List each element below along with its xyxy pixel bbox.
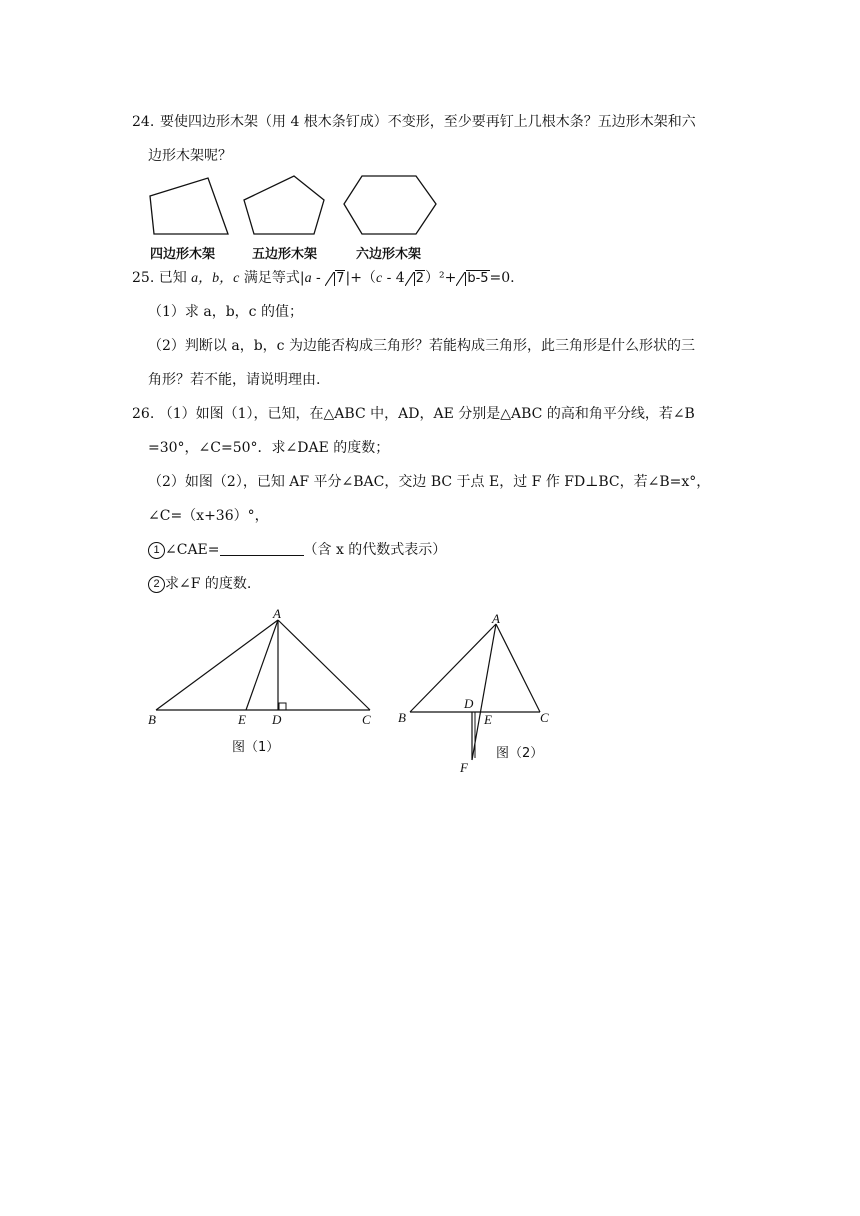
q26-part2-line1: （2）如图（2），已知 AF 平分∠BAC，交边 BC 于点 E，过 F 作 FD⊥BC，若∠B=x°，: [148, 474, 711, 490]
figure-1: [140, 606, 390, 736]
caption-pentagon: 五边形木架: [252, 247, 318, 262]
q25-part1-number: （1）: [148, 304, 185, 320]
q26-sub1: [148, 540, 446, 560]
answer-blank[interactable]: [220, 541, 304, 556]
minus-sign: -: [311, 270, 326, 286]
label-F: F: [460, 760, 468, 775]
var-a: a: [304, 271, 312, 286]
label-D: D: [272, 712, 282, 727]
sqrt-b-5: b-5: [456, 268, 489, 289]
label-C: C: [362, 712, 371, 727]
q26-sub2: [148, 574, 251, 594]
circled-two: 2: [148, 576, 165, 593]
sqrt-7: 7: [325, 268, 345, 289]
minus-four: - 4: [382, 270, 405, 286]
q24-text-line1: 要使四边形木架（用 4 根木条钉成）不变形，至少要再钉上几根木条？五边形木架和六: [160, 114, 696, 130]
q26-part1-line2: =30°，∠C=50°．求∠DAE 的度数；: [148, 440, 390, 456]
q26-number: 26.: [132, 406, 155, 422]
q26-part1-text: （1）如图（1），已知，在△ABC 中，AD，AE 分别是△ABC 的高和角平分线，若∠B: [158, 406, 695, 422]
label-C: C: [540, 710, 549, 725]
segment-AC: [278, 620, 370, 710]
q25-line: [132, 268, 515, 289]
abs-open: |: [299, 270, 305, 286]
label-A: A: [273, 606, 281, 621]
label-B: B: [398, 710, 406, 725]
right-angle-mark: [279, 703, 286, 710]
hexagon-frame: [344, 176, 436, 234]
circled-one: 1: [148, 542, 165, 559]
wooden-frames-figure: [140, 168, 450, 240]
close-square: ）²+: [424, 270, 457, 286]
segment-AE: [246, 620, 278, 710]
label-D: D: [464, 696, 474, 711]
caption-hexagon: 六边形木架: [356, 247, 422, 262]
q24-number: 24.: [132, 114, 155, 130]
q25-part2-line2: 角形？若不能，请说明理由.: [148, 372, 321, 388]
q24-text-line2: 边形木架呢？: [148, 148, 232, 164]
figure-2-caption: 图（2）: [496, 746, 544, 761]
sub2-text: 求∠F 的度数.: [165, 576, 252, 592]
quadrilateral-frame: [150, 178, 228, 234]
q25-number: 25.: [132, 270, 155, 286]
q26-part2-line2: ∠C=（x+36）°，: [148, 508, 269, 524]
caption-quadrilateral: 四边形木架: [150, 247, 216, 262]
q25-satisfy: 满足等式: [239, 270, 300, 286]
q25-part1: [148, 302, 303, 322]
segment-AC: [496, 624, 540, 712]
label-B: B: [148, 712, 156, 727]
abs-close: |: [345, 270, 351, 286]
q25-intro: 已知: [158, 270, 192, 286]
sub1-note: （含 x 的代数式表示）: [303, 542, 447, 558]
segment-AB: [156, 620, 278, 710]
label-E: E: [238, 712, 246, 727]
q25-part2-text: 判断以 a，b，c 为边能否构成三角形？若能构成三角形，此三角形是什么形状的三: [184, 338, 695, 354]
plus-paren: +（: [350, 270, 376, 286]
q25-part2-line1: [148, 336, 695, 356]
figure-1-caption: 图（1）: [232, 740, 280, 755]
label-A: A: [492, 612, 500, 626]
q26-line1: [132, 404, 695, 424]
sub1-expression: ∠CAE=: [165, 542, 220, 558]
label-E: E: [484, 712, 492, 727]
pentagon-frame: [244, 176, 324, 234]
equals-zero: =0.: [489, 270, 515, 286]
q25-vars: a，b，c: [191, 271, 240, 286]
q25-part2-number: （2）: [148, 338, 185, 354]
var-c: c: [375, 271, 383, 286]
q25-part1-text: 求 a，b，c 的值；: [184, 304, 303, 320]
sqrt-2: 2: [405, 268, 425, 289]
